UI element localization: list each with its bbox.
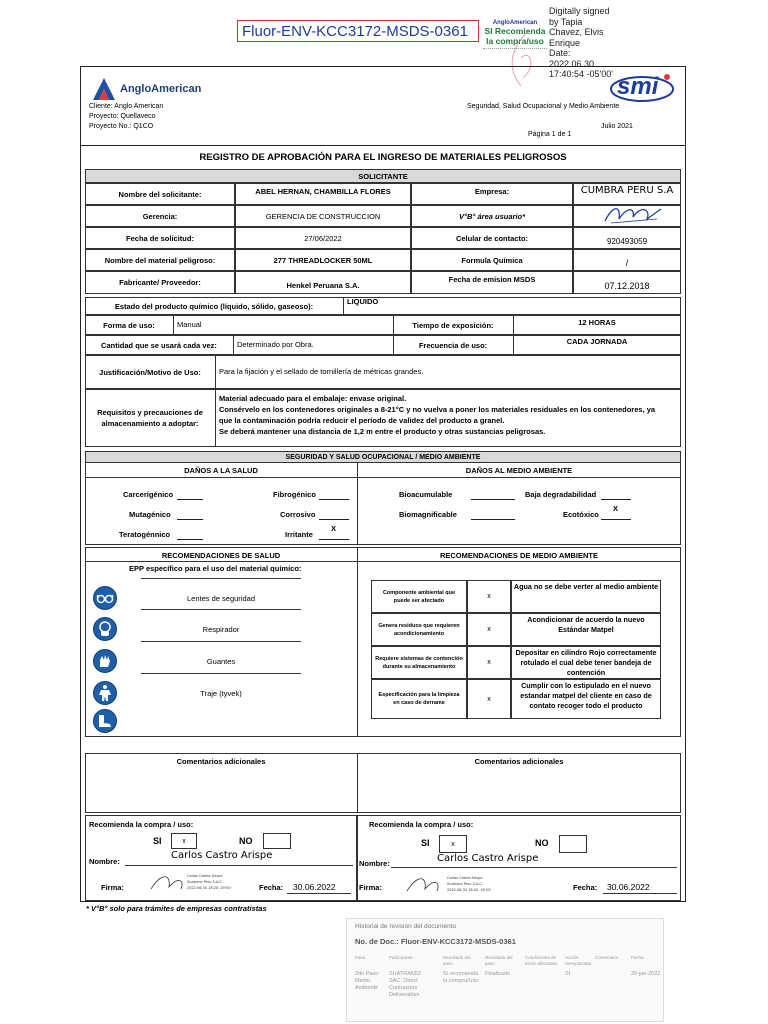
solicitante-header [85,169,681,183]
epp-title: EPP específico para el uso del material químico: [129,564,302,573]
frecuencia-value: CADA JORNADA [566,336,628,346]
recommendation-stamp [483,20,547,66]
stamp-line2: la compra/uso [486,36,544,46]
fibrogenico-blank [319,490,349,500]
vb-signature-icon [601,201,667,229]
epp-label: Respirador [202,625,240,634]
forma-div1 [173,315,174,335]
cantidad-value: Determinado por Obra. [237,340,314,349]
amb-label-cell: Requiere sistemas de contención durante su almacenamiento [371,646,467,679]
fecha-solicitud-label: Fecha de solicitud: [126,233,194,243]
requisitos-label: Requisitos y precauciones de almacenamiento a adoptar: [97,408,203,428]
firma-right-signature-icon [397,871,517,899]
sig-line: Date: [549,48,571,58]
nombre-left-value: Carlos Castro Arispe [171,850,273,861]
historial-cell: Finalizado [485,971,511,977]
ecotoxico-label: Ecotóxico [563,510,599,519]
ssoma-mid-divider [357,463,358,545]
amb-value-cell: Acondicionar de acuerdo la nuevo Estándar Matpel [511,613,661,646]
gerencia-value: GERENCIA DE CONSTRUCCION [265,211,381,221]
requisitos-l1: Material adecuado para el embalaje: envase original. [219,394,407,403]
stamp-line1: SI Recomienda [484,26,546,36]
justificacion-div [215,355,216,389]
biomagnificable-blank [471,510,515,520]
amb-mark-cell: x [467,646,511,679]
sig-line: Chavez, Elvis [549,27,604,37]
coverall-icon [93,681,117,705]
recom-subheader-line [85,561,681,562]
celular-value: 920493059 [606,236,648,246]
firma-right-label: Firma: [359,883,382,892]
comentarios-right-title: Comentarios adicionales [474,757,564,766]
requisitos-div [215,389,216,447]
danos-ambiente-title: DAÑOS AL MEDIO AMBIENTE [465,466,573,475]
sig-line: 17:40:54 -05'00' [549,69,613,79]
historial-cell: 30-jun-2022 [631,971,661,977]
header-area: Seguridad, Salud Ocupacional y Medio Ambiente [467,103,620,110]
amb-mark-cell: x [467,679,511,719]
svg-text:2022.06.30 18:20 -05'00': 2022.06.30 18:20 -05'00' [187,886,232,890]
forma-value: Manual [177,320,202,329]
header-divider [81,145,685,146]
amb-label-cell: Genera residuos que requieren acondicionamiento [371,613,467,646]
biomagnificable-label: Biomagnificable [399,510,457,519]
requisitos-l2: Consérvelo en los contenedores originales a 8-21°C y no vuelva a poner los materiales residuales en los contenedores, ya [219,405,656,414]
recomienda-right-label: Recomienda la compra / uso: [369,820,474,829]
requisitos-l4: Se deberá mantener una distancia de 1,2 m entre el producto y otras sustancias peligrosas. [219,427,546,436]
carcinogenico-label: Carcerígénico [123,490,174,499]
requisitos-l3: que la contaminación podría reducir el período de validez del producto a granel. [219,416,505,425]
firma-left-signature-icon [141,869,251,897]
fecha-right-value: 30.06.2022 [607,882,650,892]
recom-salud-title: RECOMENDACIONES DE SALUD [161,551,281,560]
form-page [80,66,686,902]
nombre-right-line [391,867,677,868]
smi-logo [609,71,675,105]
header-fecha: Julio 2021 [601,123,633,130]
bioacumulable-label: Bioacumulable [399,490,453,499]
epp-label: Guantes [206,657,236,666]
danos-salud-title: DAÑOS A LA SALUD [184,466,258,475]
forma-label: Forma de uso: [103,320,155,330]
ssoma-subheader-line [85,477,681,478]
corrosivo-blank [319,510,349,520]
historial-header-cell: Fecha [631,955,644,960]
nombre-label: Nombre del solicitante: [118,189,202,199]
sig-line: by Tapia [549,16,583,27]
si-left-label: SI [153,836,162,846]
vb-label: V°B° área usuario* [458,211,526,221]
recom-mid-divider [357,547,358,737]
fecha-right-line [603,893,677,894]
material-label: Nombre del material peligroso: [104,255,216,265]
nombre-left-line [125,865,353,866]
amb-value-cell: Agua no se debe verter al medio ambiente [511,580,661,613]
historial-title: Historial de revision del documento [355,923,457,930]
safety-glasses-icon [93,586,117,610]
historial-header-cell: Paso [355,955,366,960]
smi-logo-text: smi [617,73,659,100]
doc-code: Fluor-ENV-KCC3172-MSDS-0361 [242,22,468,40]
amb-mark-cell: x [467,580,511,613]
mutagenico-blank [177,510,203,520]
sig-line: Digitally signed [549,6,610,16]
irritante-label: Irritante [285,530,313,539]
header-proyecto-no: Proyecto No.: Q1CO [89,123,154,130]
historial-header-cell: Resultado del paso [485,955,513,966]
boots-icon [93,709,117,733]
epp-line [141,641,301,642]
tiempo-value: 12 HORAS [578,317,616,327]
historial-header-cell: Comentario [595,955,619,960]
historial-cell: SUATRAN52 SAC: Direct Contractors Deliverables [389,971,421,998]
svg-text:2022.06.30 18:20 -05'00': 2022.06.30 18:20 -05'00' [447,888,492,892]
amb-label-cell: Componente ambiental que puede ser afectado [371,580,467,613]
nombre-right-label: Nombre: [359,859,390,868]
historial-cell: Si recomienda la compra/Uso [443,971,479,984]
comentarios-left-title: Comentarios adicionales [176,757,266,766]
baja-degradabilidad-blank [601,490,631,500]
recomienda-left-label: Recomienda la compra / uso: [89,820,194,829]
fecha-solicitud-value: 27/06/2022 [304,233,342,243]
si-left-mark: x [182,837,186,845]
historial-header-cell: Participante [389,955,413,960]
corrosivo-label: Corrosivo [280,510,316,519]
footnote: * V°B° solo para trámites de empresas contratistas [86,904,267,913]
carcinogenico-blank [177,490,203,500]
nombre-value: ABEL HERNAN, CHAMBILLA FLORES [255,186,391,196]
irritante-mark: X [331,524,337,533]
doc-code-box [237,20,479,42]
epp-line [141,609,301,610]
header-proyecto: Proyecto: Quellaveco [89,113,156,120]
header-pagina: Página 1 de 1 [528,131,572,138]
fecha-right-label: Fecha: [573,883,598,892]
frecuencia-label: Frecuencia de uso: [418,340,488,350]
justificacion-value: Para la fijación y el sellado de tornillería de métricas grandes. [219,367,424,376]
estado-value: LIQUIDO [347,297,379,306]
epp-label: Lentes de seguridad [187,594,255,603]
historial-box [346,918,664,1022]
svg-text:Carlos Castro Arispe: Carlos Castro Arispe [187,874,223,878]
material-value: 277 THREADLOCKER 50ML [273,255,373,265]
fecha-left-line [287,893,351,894]
historial-header-cell: Acción reemplazada [565,955,592,966]
fecha-left-value: 30.06.2022 [293,882,336,892]
svg-text:Carlos Castro Arispe: Carlos Castro Arispe [447,876,483,880]
historial-header-cell: Condiciones de Envío afectadas [525,955,558,966]
header-cliente: Cliente: Anglo American [89,103,164,110]
gloves-icon [93,649,117,673]
ecotoxico-mark: X [613,504,619,513]
solicitante-title: SOLICITANTE [358,171,408,181]
si-right-mark: x [451,840,455,848]
historial-cell: SI [565,971,571,977]
mutagenico-label: Mutagénico [129,510,171,519]
estado-label: Estado del producto químico (líquido, sólido, gaseoso): [114,301,314,311]
si-right-box[interactable] [439,835,467,853]
nombre-right-value: Carlos Castro Arispe [437,853,539,864]
cantidad-label: Cantidad que se usará cada vez: [101,340,217,350]
fabricante-label: Fabricante/ Proveedor: [119,278,201,287]
epp-line [141,673,301,674]
empresa-label: Empresa: [474,186,510,196]
respirator-icon [93,617,117,641]
historial-cell: 2do Paso: Medio Ambiente [355,971,380,991]
no-left-box[interactable] [263,833,291,849]
epp-line [141,578,301,579]
fibrogenico-label: Fibrogénico [273,490,316,499]
historial-header-cell: Resultado del paso [443,955,471,966]
sig-line: Enrique [549,37,581,48]
anglo-american-logo [91,75,211,103]
gerencia-label: Gerencia: [142,211,178,221]
recom-ambiente-title: RECOMENDACIONES DE MEDIO AMBIENTE [439,551,599,560]
teratogenico-blank [177,530,203,540]
justificacion-label: Justificación/Motivo de Uso: [99,367,201,377]
cantidad-div1 [233,335,234,355]
no-left-label: NO [239,836,253,846]
si-left-box[interactable] [171,833,197,849]
baja-degradabilidad-label: Baja degradabilidad [525,490,597,499]
stamp-brand: AngloAmerican [492,20,538,26]
nombre-left-label: Nombre: [89,857,120,866]
amb-mark-cell: x [467,613,511,646]
sig-line: 2022.06.30 [549,58,595,69]
no-right-label: NO [535,838,549,848]
amb-label-cell: Especificación para la limpieza en caso de derrame [371,679,467,719]
epp-label: Traje (tyvek) [200,689,242,698]
emision-label: Fecha de emision MSDS [448,275,536,284]
estado-divider [343,297,344,315]
formula-value: / [625,258,629,268]
ssoma-title: SEGURIDAD Y SALUD OCUPACIONAL / MEDIO AMBIENTE [285,453,481,461]
firma-left-label: Firma: [101,883,124,892]
empresa-value: CUMBRA PERU S.A [580,184,674,196]
svg-text:Suatrans Peru S.A.C.: Suatrans Peru S.A.C. [187,880,223,884]
si-right-label: SI [421,838,430,848]
anglo-american-logo-icon [91,76,117,102]
emision-value: 07.12.2018 [604,280,650,291]
fecha-left-label: Fecha: [259,883,284,892]
amb-value-cell: Depositar en cilindro Rojo correctamente rotulado el cual debe tener bandeja de contención [511,646,661,679]
form-title: REGISTRO DE APROBACIÓN PARA EL INGRESO DE MATERIALES PELIGROSOS [199,152,567,163]
bioacumulable-blank [471,490,515,500]
fabricante-value: Henkel Peruana S.A. [286,281,360,290]
teratogenico-label: Teratogénnico [119,530,171,539]
historial-doc-no: No. de Doc.: Fluor-ENV-KCC3172-MSDS-0361 [355,937,516,946]
formula-label: Formula Química [461,255,523,265]
no-right-box[interactable] [559,835,587,853]
celular-label: Celular de contacto: [455,233,529,243]
amb-value-cell: Cumplir con lo estipulado en el nuevo estandar matpel del cliente en caso de contato recoger todo el producto [511,679,661,719]
tiempo-label: Tiempo de exposición: [412,320,494,330]
svg-text:Suatrans Peru S.A.C.: Suatrans Peru S.A.C. [447,882,483,886]
anglo-logo-text: AngloAmerican [120,83,202,95]
ssoma-header [85,451,681,463]
